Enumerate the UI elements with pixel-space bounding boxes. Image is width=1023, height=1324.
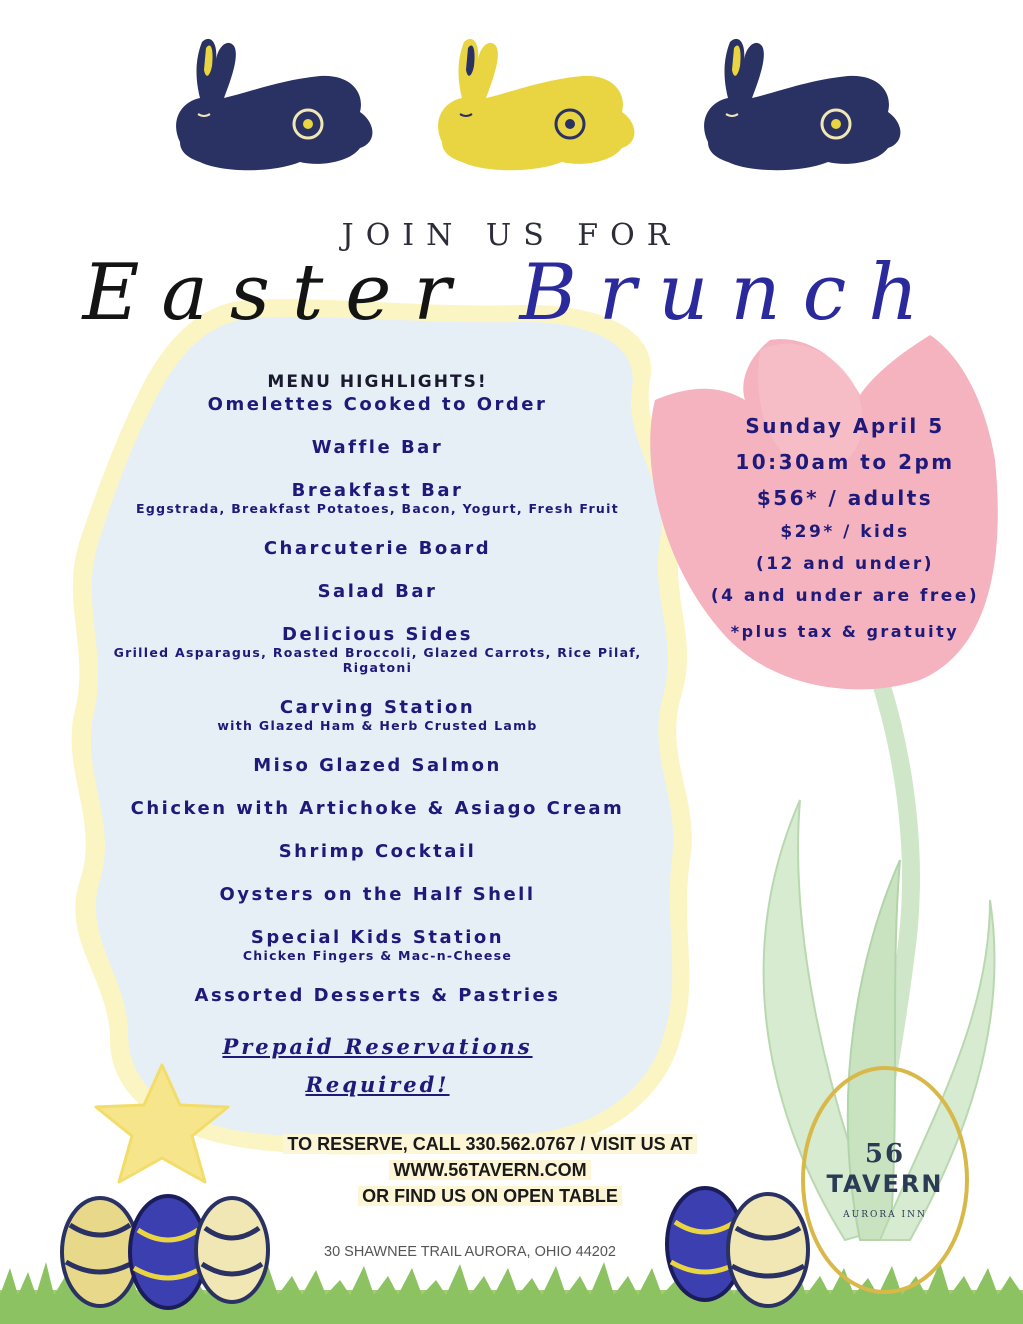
menu-item-name: Charcuterie Board [263,538,492,559]
menu-panel [100,372,655,1104]
menu-item [100,394,655,415]
logo-tagline: AURORA INN [843,1210,927,1220]
menu-item-name: Salad Bar [317,581,438,602]
menu-item-name: Miso Glazed Salmon [253,755,502,776]
title-word-brunch: Brunch [519,248,941,338]
menu-item-name: Waffle Bar [311,437,444,458]
reserve-line-1: TO RESERVE, CALL 330.562.0767 / VISIT US AT [283,1134,696,1154]
reserve-line-3: OR FIND US ON OPEN TABLE [358,1186,622,1206]
menu-item [100,480,655,516]
adult-price: $56* / adults [756,486,934,510]
prepaid-line-1: Prepaid Reservations [222,1034,533,1059]
menu-item [100,538,655,559]
menu-item [100,927,655,963]
logo-name: TAVERN [826,1170,944,1198]
menu-item-name: Chicken with Artichoke & Asiago Cream [130,798,625,819]
reserve-info [190,1131,790,1209]
menu-item [100,841,655,862]
menu-item-description: with Glazed Ham & Herb Crusted Lamb [217,718,538,733]
menu-item-name: Assorted Desserts & Pastries [194,985,561,1006]
prepaid-line-2: Required! [305,1072,450,1097]
event-info [690,408,1000,652]
menu-item [100,884,655,905]
menu-item [100,697,655,733]
menu-item-name: Special Kids Station [250,927,505,948]
logo-number: 56 [864,1139,906,1169]
kid-price: $29* / kids [780,522,910,542]
bunny-icon [704,39,900,170]
kid-age: (12 and under) [755,554,935,574]
menu-item-name: Omelettes Cooked to Order [207,394,548,415]
menu-item-name: Delicious Sides [282,624,473,645]
bunny-icon [176,39,372,170]
menu-item [100,798,655,819]
reserve-website[interactable]: WWW.56TAVERN.COM [389,1160,590,1180]
menu-item [100,581,655,602]
menu-item-name: Oysters on the Half Shell [219,884,536,905]
event-time: 10:30am to 2pm [735,450,955,474]
menu-item-description: Chicken Fingers & Mac-n-Cheese [242,948,513,963]
menu-item-name: Shrimp Cocktail [278,841,477,862]
menu-item-name: Carving Station [279,697,476,718]
tavern-logo [800,1138,970,1220]
free-age: (4 and under are free) [710,586,980,606]
menu-heading: MENU HIGHLIGHTS! [267,372,488,392]
address: 30 SHAWNEE TRAIL AURORA, OHIO 44202 [324,1244,616,1260]
menu-item [100,985,655,1006]
menu-item [100,437,655,458]
kicker-text: JOIN US FOR [341,218,682,253]
menu-item-description: Grilled Asparagus, Roasted Broccoli, Glazed Carrots, Rice Pilaf, Rigatoni [113,645,642,675]
bunny-icon [438,39,634,170]
menu-item [100,624,655,675]
menu-item-description: Eggstrada, Breakfast Potatoes, Bacon, Yogurt, Fresh Fruit [135,501,619,516]
menu-item-name: Breakfast Bar [291,480,464,501]
title-word-easter: Easter [82,248,473,338]
menu-item [100,755,655,776]
menu-list [100,394,655,1006]
tax-note: *plus tax & gratuity [730,622,960,641]
event-date: Sunday April 5 [745,414,945,438]
page-title [0,248,1023,338]
